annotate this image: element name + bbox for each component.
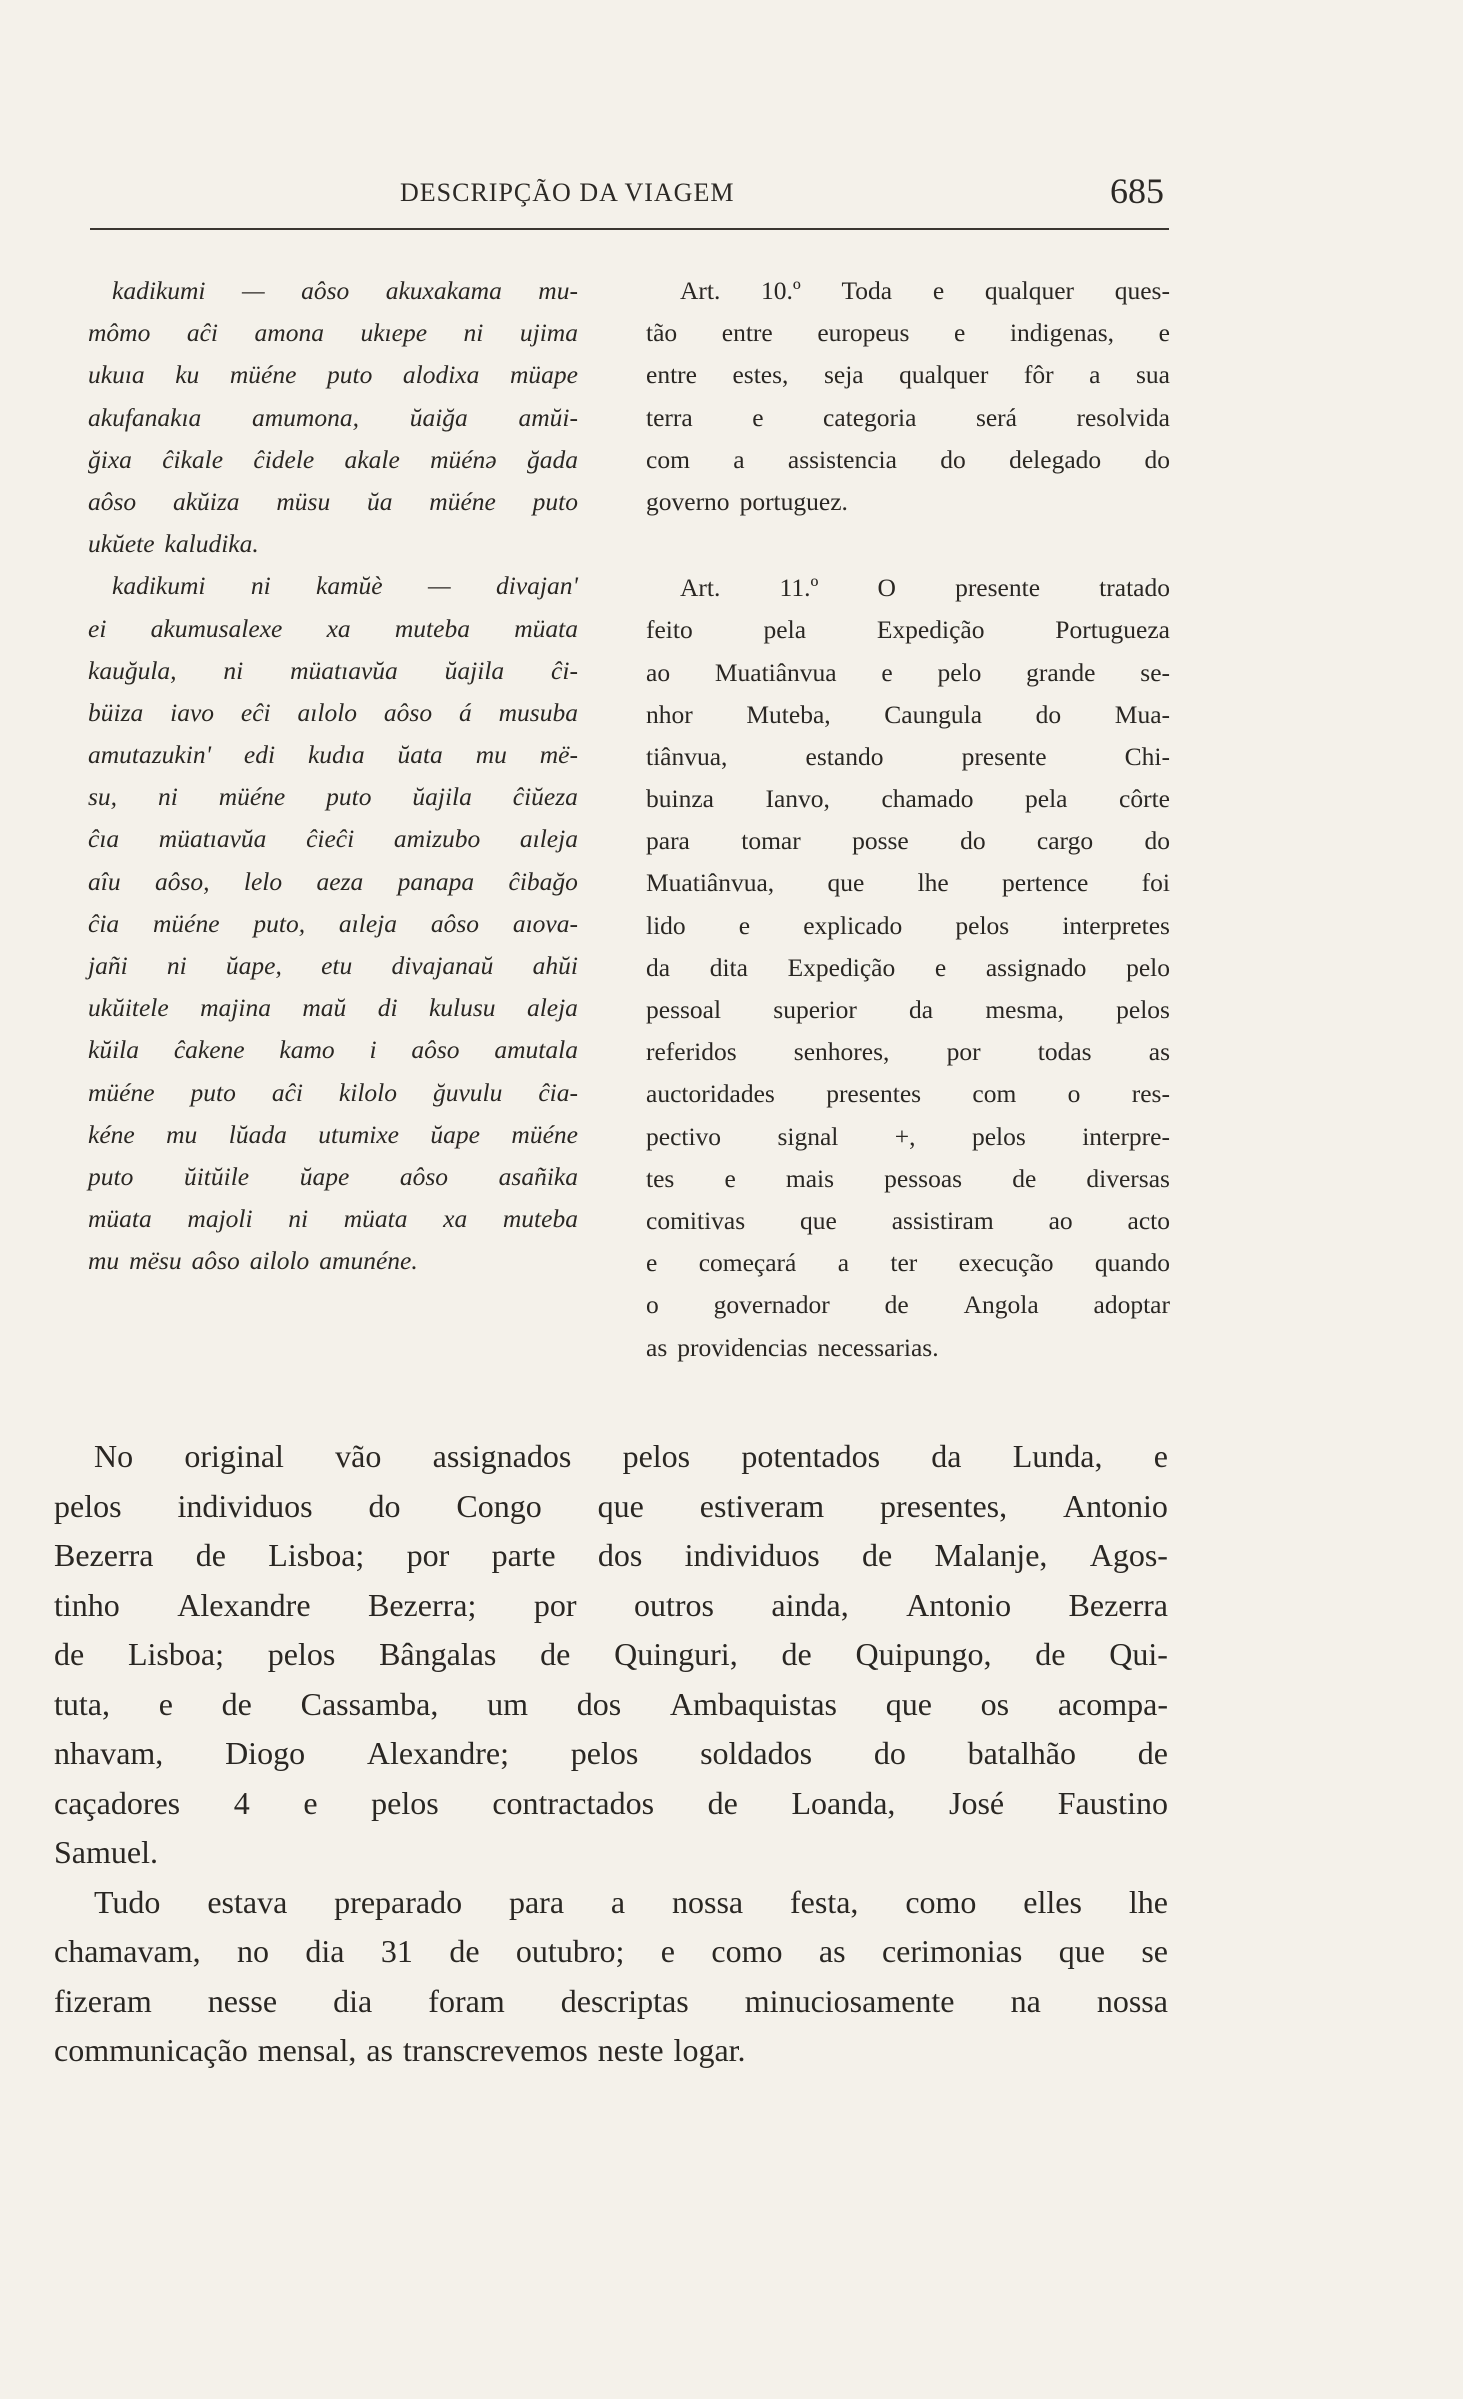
text-line: nhor Muteba, Caungula do Mua- [646, 699, 1170, 729]
text-line: fizeram nesse dia foram descriptas minuciosamente na nossa [54, 1982, 1168, 2019]
text-line: kadikumi — aôso akuxakama mu- [112, 276, 578, 305]
text-line: mômo aĉi amona ukıepe ni ujima [88, 318, 578, 348]
text-line: puto ŭitŭile ŭape aôso asañika [88, 1161, 578, 1191]
paragraph-festival [54, 1878, 1168, 2076]
text-line: caçadores 4 e pelos contractados de Loanda, José Faustino [54, 1784, 1168, 1821]
body-text [54, 1432, 1168, 2076]
text-line: tão entre europeus e indigenas, e [646, 318, 1170, 348]
text-line: as providencias necessarias. [646, 1332, 939, 1362]
text-line: aôso akŭiza müsu ŭa müéne puto [88, 486, 578, 516]
article-10 [646, 270, 1170, 523]
text-line: tinho Alexandre Bezerra; por outros ainda, Antonio Bezerra [54, 1586, 1168, 1623]
text-line: para tomar posse do cargo do [646, 826, 1170, 856]
text-line: pelos individuos do Congo que estiveram presentes, Antonio [54, 1487, 1168, 1524]
text-line: aîu aôso, lelo aeza panapa ĉibağo [88, 866, 578, 896]
text-line: nhavam, Diogo Alexandre; pelos soldados do batalhão de [54, 1735, 1168, 1771]
text-line: ĉıa müatıavŭa ĉieĉi amizubo aıleja [88, 824, 578, 854]
text-line: ei akumusalexe xa muteba müata [88, 613, 578, 643]
text-line: communicação mensal, as transcrevemos neste logar. [54, 2032, 746, 2068]
text-line: tiânvua, estando presente Chi- [646, 741, 1170, 771]
text-line: auctoridades presentes com o res- [646, 1079, 1170, 1109]
text-line: governo portuguez. [646, 486, 848, 516]
text-line: mu mësu aôso ailolo amunéne. [88, 1246, 418, 1276]
text-line: müata majoli ni müata xa muteba [88, 1204, 578, 1234]
text-line: kauğula, ni müatıavŭa ŭajila ĉi- [88, 655, 578, 685]
text-line: ukuıa ku müéne puto alodixa müape [88, 360, 578, 390]
article-11 [646, 567, 1170, 1369]
text-line: ao Muatiânvua e pelo grande se- [646, 657, 1170, 687]
text-line: Muatiânvua, que lhe pertence foi [646, 868, 1170, 898]
text-line: büiza iavo eĉi aılolo aôso á musuba [88, 697, 578, 727]
left-column-native-text [88, 270, 578, 1283]
text-line: com a assistencia do delegado do [646, 444, 1170, 474]
text-line: lido e explicado pelos interpretes [646, 910, 1170, 940]
text-line: müéne puto aĉi kilolo ğuvulu ĉia- [88, 1077, 578, 1107]
text-line: entre estes, seja qualquer fôr a sua [646, 360, 1170, 390]
paragraph-signatories [54, 1432, 1168, 1878]
text-line: ukŭete kaludika. [88, 529, 259, 559]
text-line: da dita Expedição e assignado pelo [646, 952, 1170, 982]
text-line: ukŭitele majina maŭ di kulusu aleja [88, 993, 578, 1023]
text-line: ĉia müéne puto, aıleja aôso aıova- [88, 908, 578, 938]
text-line: Tudo estava preparado para a nossa festa, como elles lhe [94, 1883, 1168, 1920]
text-line: No original vão assignados pelos potentados da Lunda, e [94, 1438, 1168, 1474]
text-line: kŭila ĉakene kamo i aôso amutala [88, 1035, 578, 1065]
text-line: tuta, e de Cassamba, um dos Ambaquistas que os acompa- [54, 1685, 1168, 1722]
text-line: buinza Ianvo, chamado pela côrte [646, 784, 1170, 814]
text-line: Art. 10.º Toda e qualquer ques- [680, 276, 1170, 305]
text-line: e começará a ter execução quando [646, 1248, 1170, 1278]
page-number: 685 [1110, 171, 1164, 211]
text-line: pectivo signal +, pelos interpre- [646, 1121, 1170, 1151]
text-line: comitivas que assistiram ao acto [646, 1205, 1170, 1235]
text-line: su, ni müéne puto ŭajila ĉiŭeza [88, 782, 578, 812]
text-line: kéne mu lŭada utumixe ŭape müéne [88, 1119, 578, 1149]
header-rule [90, 228, 1169, 230]
text-line: Samuel. [54, 1834, 158, 1870]
text-line: chamavam, no dia 31 de outubro; e como as cerimonias que se [54, 1933, 1168, 1969]
running-title: DESCRIPÇÃO DA VIAGEM [400, 178, 735, 207]
text-line: akufanakıa amumona, ŭaiğa amŭi- [88, 402, 578, 432]
text-line: Bezerra de Lisboa; por parte dos individuos de Malanje, Agos- [54, 1537, 1168, 1573]
text-line: terra e categoria será resolvida [646, 402, 1170, 432]
text-line: jañi ni ŭape, etu divajanaŭ ahŭi [88, 951, 578, 980]
text-line: pessoal superior da mesma, pelos [646, 995, 1170, 1024]
right-column-treaty-articles [646, 270, 1170, 1369]
text-line: tes e mais pessoas de diversas [646, 1163, 1170, 1193]
text-line: referidos senhores, por todas as [646, 1037, 1170, 1067]
text-line: ğixa ĉikale ĉidele akale müénə ğada [88, 444, 578, 474]
article-gap [646, 523, 1170, 567]
text-line: o governador de Angola adoptar [646, 1290, 1170, 1320]
text-line: Art. 11.º O presente tratado [680, 573, 1170, 603]
text-line: amutazukin' edi kudıa ŭata mu më- [88, 740, 578, 770]
text-line: feito pela Expedição Portugueza [646, 615, 1170, 645]
text-line: kadikumi ni kamŭè — divajan' [112, 571, 578, 601]
text-line: de Lisboa; pelos Bângalas de Quinguri, de Quipungo, de Qui- [54, 1636, 1168, 1672]
